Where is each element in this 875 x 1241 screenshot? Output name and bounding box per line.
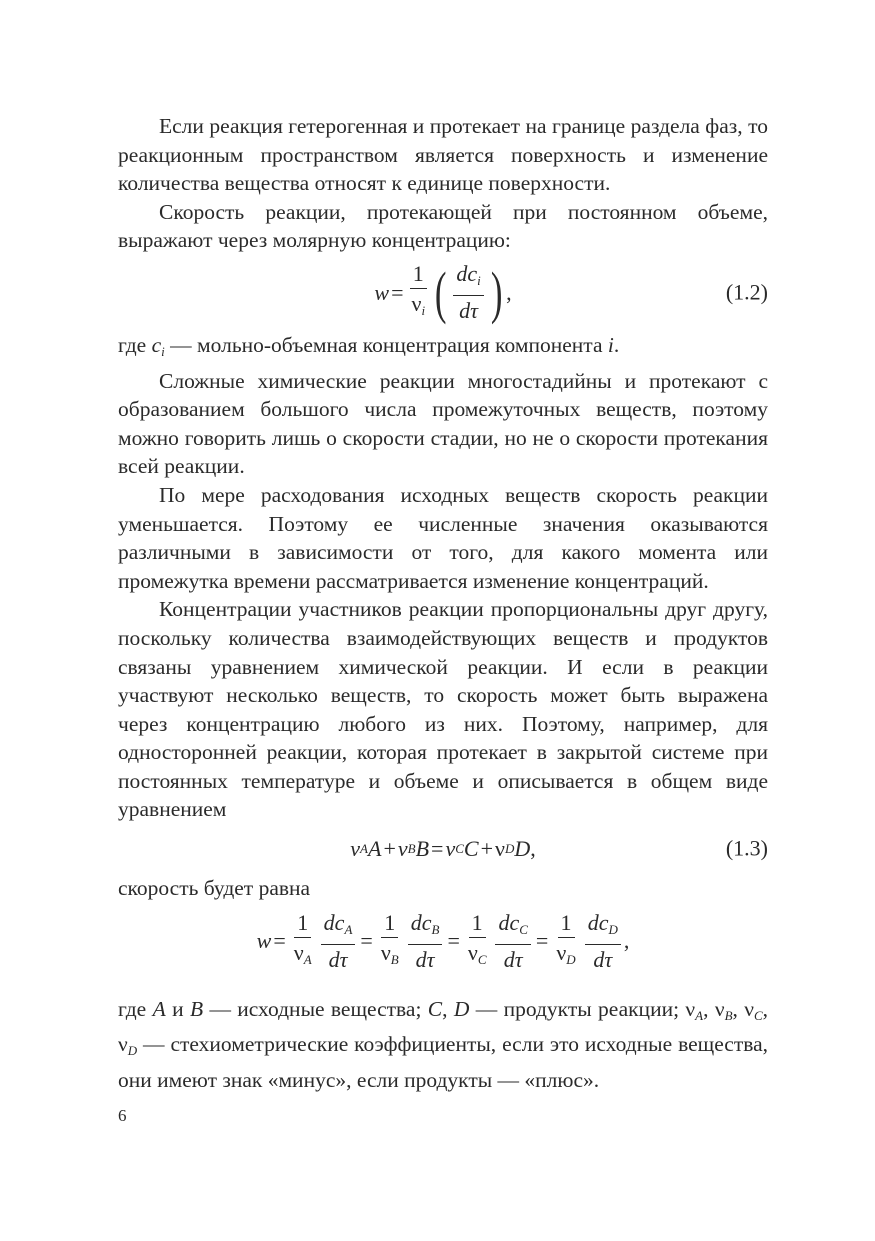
fraction-1-over-nu-i: $\frac{1}{\nu_i}$ (411, 261, 426, 319)
fraction-dci-dtau: $\frac{dc_i}{d\tau}$ (453, 261, 483, 324)
paragraph-rate-equals: скорость будет равна (118, 876, 311, 901)
paragraph-ci-definition: где $c_i$ — мольно-объемная концентрация компонента i. (118, 332, 620, 359)
paragraph-constant-volume: Скорость реакции, протекающей при постоянном объеме, выражают через молярную концентрацию: (118, 199, 768, 253)
equation-number: (1.2) (725, 279, 768, 305)
paragraph-proportional-concentrations: Концентрации участников реакции пропорциональны друг другу, поскольку количества взаимодействующих веществ и продуктов связаны уравнением химической реакции. И если в реакции участвуют несколько веществ, то скорость может быть выражена через концентрацию любого из них. Поэтому, например, для односторонней реакции, которая протекает в закрытой системе при постоянных температуре и объеме и описывается в общем виде уравнением (118, 597, 768, 822)
equation-1-3: v A A + v B B = v C C + ν D D , (1.3) (118, 824, 768, 874)
page-body (118, 112, 768, 1094)
paragraph-notation: где A и B — исходные вещества; C, D — продукты реакции; $\nu_A$, $\nu_B$, $\nu_C$, $\nu_D$ — стехиометрические коэффициенты, если это исходные вещества, они имеют знак «минус», если продукты — «плюс». (118, 996, 769, 1092)
page-number: 6 (118, 1106, 127, 1125)
equation-rate-chain: w = $\frac{1}{\nu_A}$ $\frac{dc_A}{d\tau}$ = $\frac{1}{\nu_B}$ $\frac{dc_B}{d\tau}$ = $\frac{1}{\nu_C}$ $\frac{dc_C}{d\tau}$ = $\frac{1}{\nu_D}$ $\frac{dc_D}{d\tau}$ , (256, 910, 630, 973)
paragraph-rate-decrease: По мере расходования исходных веществ скорость реакции уменьшается. Поэтому ее численные значения оказываются различными в зависимости от того, для какого момента или промежутка времени рассматривается изменение концентраций. (118, 482, 768, 593)
paragraph-heterogeneous: Если реакция гетерогенная и протекает на границе раздела фаз, то реакционным пространством является поверхность и изменение количества вещества относят к единице поверхности. (118, 114, 768, 196)
equation-number: (1.3) (725, 835, 768, 861)
equation-1-2: w = $\frac{1}{\nu_i}$ ( $\frac{dc_i}{d\tau}$ ) , (1.2) (374, 259, 768, 325)
paragraph-complex-reactions: Сложные химические реакции многостадийны и протекают с образованием большого числа промежуточных веществ, поэтому можно говорить лишь о скорости стадии, но не о скорости протекания всей реакции. (118, 368, 768, 479)
